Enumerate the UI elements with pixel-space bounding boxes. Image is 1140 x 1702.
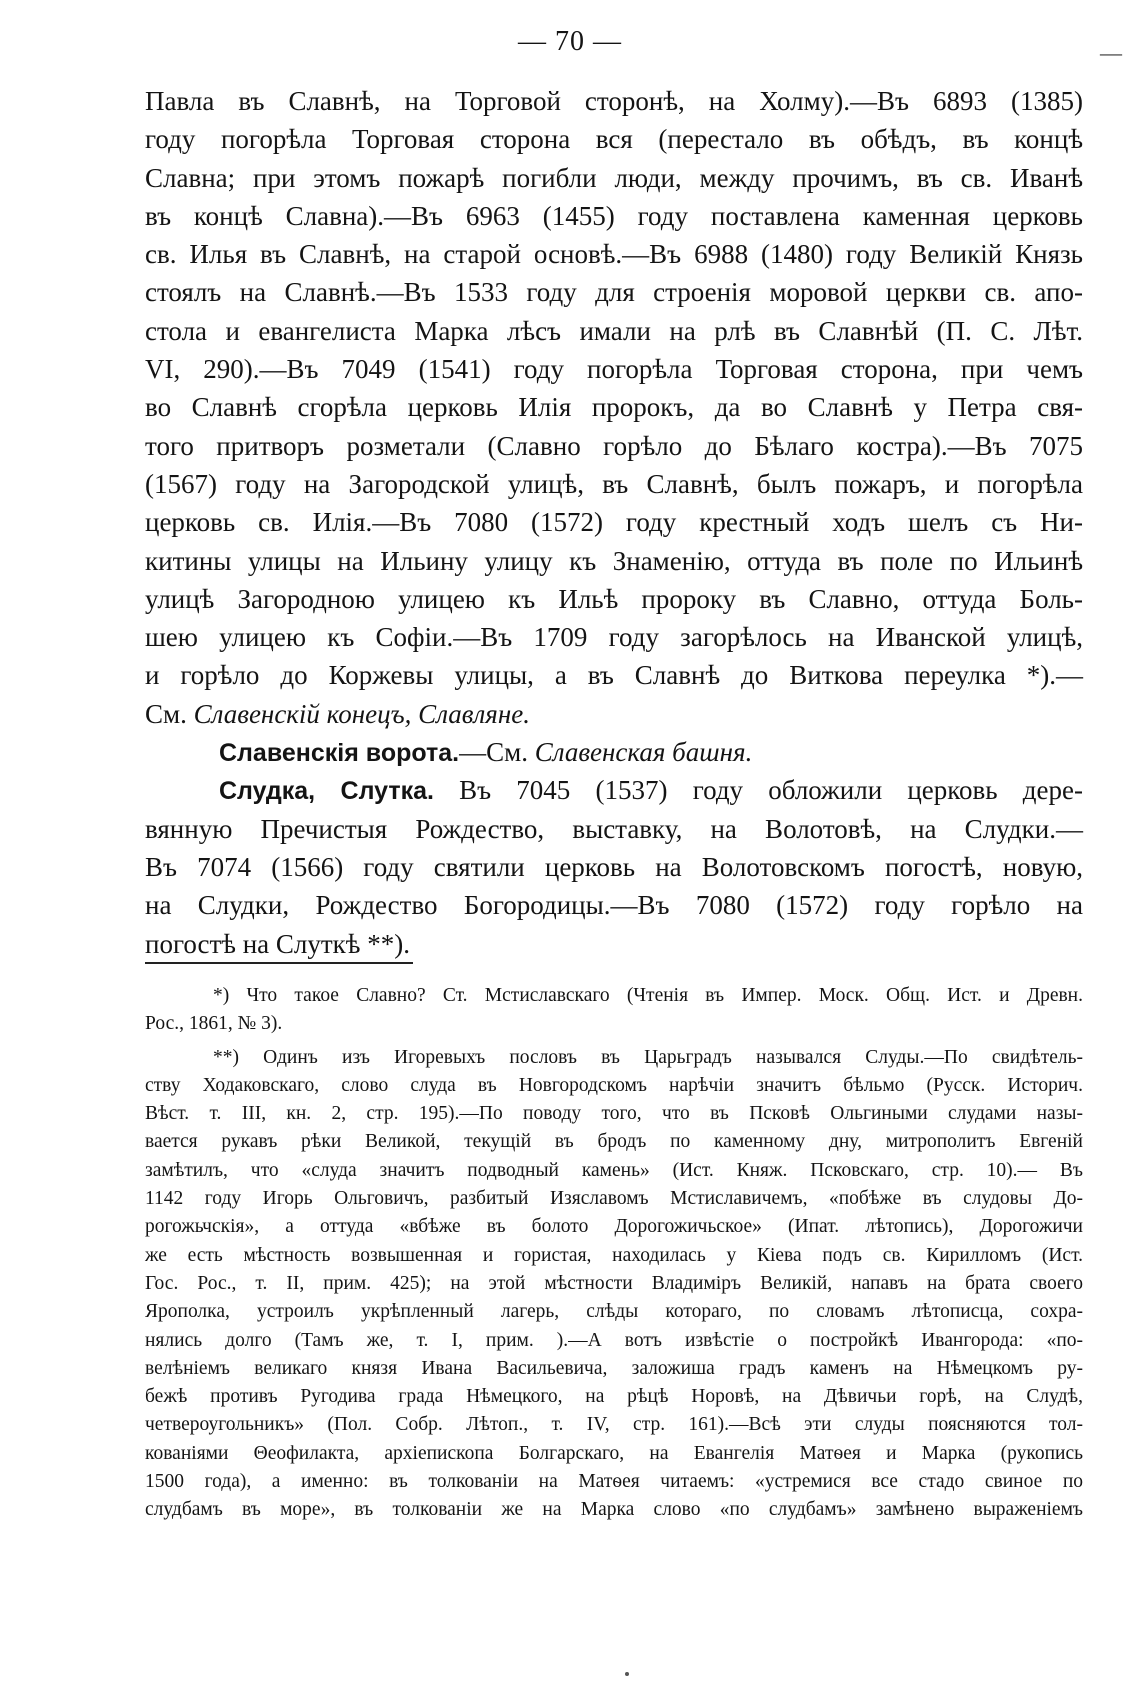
entry-term: Славенскія ворота. — [219, 739, 460, 768]
footnote-line: ству Ходаковскаго, слово слуда въ Новгородскомъ нарѣчіи значитъ бѣльмо (Русск. Историч. — [145, 1074, 1083, 1096]
footnote-line: *) Что такое Славно? Ст. Мстиславскаго (Чтенія въ Импер. Моск. Общ. Ист. и Древн. — [213, 985, 1083, 1006]
text-line: Въ 7074 (1566) году святили церковь на Волотовскомъ погостѣ, новую, — [145, 851, 1083, 882]
entry-ref: Славенская башня. — [534, 737, 753, 768]
text-line: въ концѣ Славна).—Въ 6963 (1455) году поставлена каменная церковь — [145, 200, 1083, 231]
entry-text: Въ 7045 (1537) году обложили церковь дере- — [433, 775, 1083, 806]
speck-mark — [625, 1672, 629, 1676]
entry-term: Слудка, Слутка. — [219, 777, 434, 806]
text-line: китины улицы на Ильину улицу къ Знаменію, оттуда въ поле по Ильинѣ — [145, 545, 1083, 576]
text-line: во Славнѣ сгорѣла церковь Илія пророкъ, да во Славнѣ у Петра свя- — [145, 392, 1083, 423]
entry-text: —См. — [459, 737, 535, 768]
text-line: VI, 290).—Въ 7049 (1541) году погорѣла Торговая сторона, при чемъ — [145, 354, 1083, 385]
see-also-prefix: См. — [145, 698, 194, 729]
text-line: св. Илья въ Славнѣ, на старой основѣ.—Въ 6988 (1480) году Великій Князь — [145, 239, 1083, 270]
footnote-line: нялись долго (Тамъ же, т. I, прим. ).—А вотъ извѣстіе о постройкѣ Ивангорода: «по- — [145, 1329, 1083, 1351]
entry-sludka — [145, 771, 1083, 809]
footnote-line: **) Одинъ изъ Игоревыхъ пословъ въ Царьградъ назывался Слуды.—По свидѣтель- — [213, 1046, 1083, 1068]
footnote-line: же есть мѣстность возвышенная и гористая, находилась у Кіева подъ св. Кирилломъ (Ист. — [145, 1244, 1083, 1266]
page-number: — 70 — — [518, 26, 622, 57]
text-line: погостѣ на Слуткѣ **). — [145, 928, 410, 959]
text-line: (1567) году на Загородской улицѣ, въ Славнѣ, былъ пожаръ, и погорѣла — [145, 468, 1083, 499]
footnote-line: Вѣст. т. III, кн. 2, стр. 195).—По поводу того, что въ Псковѣ Ольгиными слудами назы- — [145, 1103, 1083, 1125]
footnote-line: велѣніемъ великаго князя Ивана Васильевича, заложиша градъ каменъ на Нѣмецкомъ ру- — [145, 1357, 1083, 1379]
text-line: Павла въ Славнѣ, на Торговой сторонѣ, на Холму).—Въ 6893 (1385) — [145, 86, 1083, 116]
footnote-divider — [145, 962, 413, 964]
main-text — [145, 82, 1083, 963]
text-line: церковь св. Илія.—Въ 7080 (1572) году крестный ходъ шелъ съ Ни- — [145, 507, 1083, 538]
footnote-line: бежѣ противъ Ругодива града Нѣмецкого, на рѣцѣ Норовѣ, на Дѣвичьи горѣ, на Слудѣ, — [145, 1386, 1083, 1408]
text-line: улицѣ Загородною улицею къ Ильѣ пророку въ Славно, оттуда Боль- — [145, 583, 1083, 614]
text-line: того притворъ розметали (Славно горѣло до Бѣлаго костра).—Въ 7075 — [145, 430, 1083, 461]
text-line: стола и евангелиста Марка лѣсъ имали на рлѣ въ Славнѣй (П. С. Лѣт. — [145, 315, 1083, 346]
footnote-line: рогожьчскія», а оттуда «вбѣже въ болото Дорогожичьское» (Ипат. лѣтопись), Дорогожичи — [145, 1216, 1083, 1238]
see-also-line — [145, 695, 1083, 733]
text-line: на Слудки, Рождество Богородицы.—Въ 7080 (1572) году горѣло на — [145, 890, 1083, 921]
see-also-ref: Славенскій конецъ, Славляне. — [193, 698, 530, 729]
text-line: году погорѣла Торговая сторона вся (перестало въ обѣдъ, въ концѣ — [145, 124, 1083, 155]
footnote-line: слудбамъ въ море», въ толкованіи же на Марка слово «по слудбамъ» замѣнено выраженіемъ — [145, 1499, 1083, 1521]
entry-slavenskia-vorota — [145, 733, 1083, 771]
text-line: вянную Пречистыя Рождество, выставку, на Волотовѣ, на Слудки.— — [145, 813, 1083, 844]
text-line: и горѣло до Коржевы улицы, а въ Славнѣ до Виткова переулка *).— — [145, 660, 1083, 691]
footnote-line: Гос. Рос., т. II, прим. 425); на этой мѣстности Владиміръ Великій, напавъ на брата своего — [145, 1272, 1083, 1294]
footnote-line: кованіями Θеофилакта, архіепископа Болгарскаго, на Евангелія Матѳея и Марка (рукопись — [145, 1442, 1083, 1464]
text-line: шею улицею къ Софіи.—Въ 1709 году загорѣлось на Иванской улицѣ, — [145, 622, 1083, 653]
margin-mark: — — [1100, 40, 1122, 65]
footnote-line: четвероугольникъ» (Пол. Собр. Лѣтоп., т. IV, стр. 161).—Всѣ эти слуды поясняются тол- — [145, 1414, 1083, 1436]
footnotes — [145, 982, 1083, 1525]
footnote-line: 1500 года), а именно: въ толкованіи на Матѳея читаемъ: «устремися все стадо свиное по — [145, 1471, 1083, 1493]
text-line: стоялъ на Славнѣ.—Въ 1533 году для строенія моровой церкви св. апо- — [145, 277, 1083, 308]
footnote-line: замѣтилъ, что «слуда значитъ подводный камень» (Ист. Княж. Псковскаго, стр. 10).— Въ — [145, 1159, 1083, 1181]
footnote-line: Рос., 1861, № 3). — [145, 1013, 283, 1035]
footnote-line: вается рукавъ рѣки Великой, текущій въ бродъ по каменному дну, митрополитъ Евгеній — [145, 1131, 1083, 1153]
footnote-line: 1142 году Игорь Ольговичъ, разбитый Изяславомъ Мстиславичемъ, «побѣже въ слудовы До- — [145, 1188, 1083, 1210]
text-line: Славна; при этомъ пожарѣ погибли люди, между прочимъ, въ св. Иванѣ — [145, 162, 1083, 193]
footnote-line: Ярополка, устроилъ укрѣпленный лагерь, слѣды котораго, по словамъ лѣтописца, сохра- — [145, 1301, 1083, 1323]
